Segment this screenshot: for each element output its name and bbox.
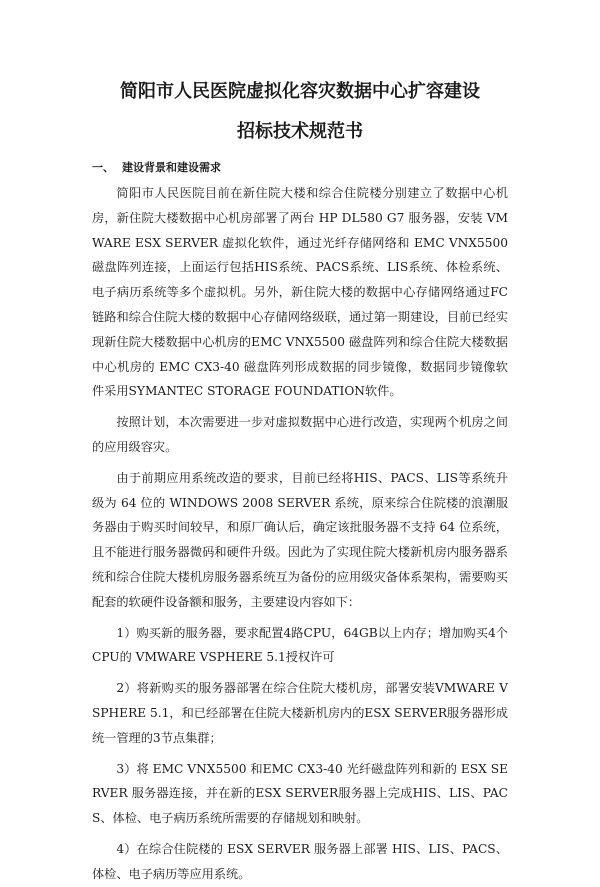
paragraph-plan: 按照计划，本次需要进一步对虚拟数据中心进行改造，实现两个机房之间的应用级容灾。 [92, 415, 508, 454]
list-item-3: 3）将 EMC VNX5500 和EMC CX3-40 光纤磁盘阵列和新的 ESX SERVER 服务器连接，并在新的ESX SERVER服务器上完成HIS、LIS、PACS、体检、电子病历系统所需要的存储规划和映射。 [92, 761, 508, 826]
list-item-4: 4）在综合住院楼的 ESX SERVER 服务器上部署 HIS、LIS、PACS、体检、电子病历等应用系统。 [92, 841, 508, 881]
document-subtitle: 招标技术规范书 [237, 121, 363, 142]
list-item-1: 1）购买新的服务器，要求配置4路CPU，64GB以上内存；增加购买4个CPU的 VMWARE VSPHERE 5.1授权许可 [92, 625, 508, 665]
list-item-2: 2）将新购买的服务器部署在综合住院大楼机房，部署安装VMWARE VSPHERE 5.1，和已经部署在住院大楼新机房内的ESX SERVER服务器形成统一管理的3节点集群； [92, 681, 508, 745]
section-heading [92, 158, 508, 178]
document-title: 简阳市人民医院虚拟化容灾数据中心扩容建设 [120, 81, 480, 102]
paragraph-requirements: 由于前期应用系统改造的要求，目前已经将HIS、PACS、LIS等系统升级为 64 位的 WINDOWS 2008 SERVER 系统，原来综合住院楼的浪潮服务器由于购买时间较早，和原厂确认后，确定该批服务器不支持 64 位系统，且不能进行服务器微码和硬件升级。因此为了实现住院大楼新机房内服务器系统和综合住院大楼机房服务器系统互为备份的应用级灾备体系架构，需要购买配套的软硬件设备额和服务，主要建设内容如下： [92, 470, 508, 609]
section-title: 建设背景和建设需求 [122, 161, 221, 174]
section-number: 一、 [92, 161, 114, 174]
paragraph-background: 简阳市人民医院目前在新住院大楼和综合住院楼分别建立了数据中心机房，新住院大楼数据中心机房部署了两台 HP DL580 G7 服务器，安装 VMWARE ESX SERVER 虚拟化软件，通过光纤存储网络和 EMC VNX5500 磁盘阵列连接，上面运行包括HIS系统、PACS系统、LIS系统、体检系统、电子病历系统等多个虚拟机。另外，新住院大楼的数据中心存储网络通过FC链路和综合住院大楼的数据中心存储网络级联，通过第一期建设，目前已经实现新住院大楼数据中心机房的EMC VNX5500 磁盘阵列和综合住院大楼数据中心机房的 EMC CX3-40 磁盘阵列形成数据的同步镜像，数据同步镜像软件采用SYMANTEC STORAGE FOUNDATION软件。 [92, 186, 508, 399]
